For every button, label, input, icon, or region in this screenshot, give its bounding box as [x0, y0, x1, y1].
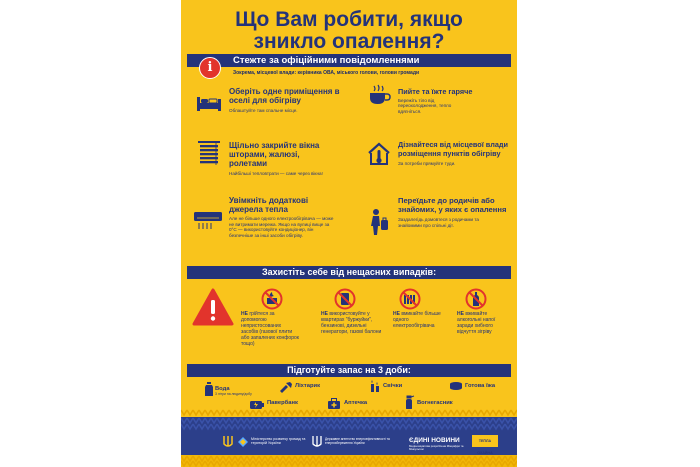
tip-4-desc: За потреби прямуйте туди.	[398, 161, 456, 166]
warning-1	[241, 312, 299, 347]
air-conditioner-icon	[193, 210, 223, 232]
tip-3-desc: Найбільші тепловтрати — саме через вікна!	[229, 171, 323, 176]
footer-news: ЄДИНІ НОВИНИ	[409, 437, 460, 444]
tip-2-title: Пийте та їжте гаряче	[398, 87, 473, 96]
no-gas-stove-icon	[261, 288, 283, 310]
info-icon: i	[199, 57, 221, 79]
official-banner: Стежте за офіційними повідомленнями	[187, 54, 511, 67]
footer-ministry: Міністерство розвитку громад та територій України	[251, 437, 306, 446]
warning-4-ne: НЕ	[457, 311, 464, 317]
supply-candles: Свічки	[383, 383, 403, 389]
protect-banner: Захистіть себе від нещасних випадків:	[187, 266, 511, 279]
no-generator-icon	[334, 288, 356, 310]
tip-4-title: Дізнайтеся від місцевої влади розміщення пунктів обігріву	[398, 140, 509, 158]
supply-water	[215, 386, 252, 396]
title-line-2: зникло опалення?	[253, 30, 445, 53]
official-subtext: Зокрема, місцевої влади: керівника ОВА, міського голови, голови громади	[233, 70, 420, 76]
tip-2	[398, 88, 508, 114]
blinds-icon	[197, 140, 221, 166]
tip-5	[229, 196, 334, 238]
tip-1	[229, 87, 344, 114]
warning-3	[393, 312, 451, 330]
tip-6	[398, 196, 508, 228]
footer-news-sub: Медіа-ініціатива розроблена Мінцифри та Мінкультом	[409, 444, 464, 452]
poster	[181, 0, 517, 467]
candles-icon	[369, 379, 381, 393]
title-line-1: Що Вам робити, якщо	[235, 8, 463, 31]
tip-2-desc: Бережіть тіло від переохолодження, тепло вдягніться.	[398, 97, 452, 114]
warning-icon	[191, 287, 235, 327]
canned-food-icon	[449, 381, 463, 391]
water-bottle-icon	[204, 382, 214, 396]
supply-ready-food: Готова їжа	[465, 383, 496, 389]
footer-logos	[181, 429, 517, 455]
footer-agency: Державне агентство енергоефективності та енергозбереження України	[325, 437, 390, 446]
tip-5-desc: Але не більше одного електрообігрівача — може не витримати мережа. Якщо на вулиці вище за 0°С — використовуйте кондиціонер, він безпечніше за інші засоби обігріву.	[229, 216, 334, 238]
trident-icon	[223, 435, 233, 449]
tip-5-title: Увімкніть додаткові джерела тепла	[229, 196, 309, 214]
warning-2-ne: НЕ	[321, 311, 328, 317]
warning-4-text: вживайте алкогольні напої заради хибного відчуття зігріву	[457, 311, 496, 335]
flashlight-icon	[279, 381, 293, 393]
tip-6-desc: Заздалегідь домовтеся з родичами та знайомими про спільні дії.	[398, 217, 479, 228]
supply-fire-extinguisher: Вогнегасник	[417, 400, 453, 406]
warning-3-ne: НЕ	[393, 311, 400, 317]
bed-icon	[195, 93, 223, 113]
supply-first-aid: Аптечка	[344, 400, 368, 406]
tip-1-desc: Облаштуйте там спальне місце.	[229, 108, 298, 113]
tip-3-title: Щільно закрийте вікна шторами, жалюзі, ролетами	[229, 141, 320, 168]
warming-point-icon	[367, 142, 391, 166]
warning-2-text: використовуйте у квартирах "буржуйки", бензинові, дизельні генератори, газові балони	[321, 311, 382, 335]
tip-4	[398, 141, 508, 167]
supply-flashlight: Ліхтарик	[295, 383, 320, 389]
supply-water-label: Вода	[215, 386, 230, 392]
hot-cup-icon	[367, 84, 391, 106]
tip-1-title: Оберіть одне приміщення в оселі для обігріву	[229, 87, 340, 105]
tip-6-title: Переїдьте до родичів або знайомих, у яких є опалення	[398, 196, 507, 214]
no-alcohol-icon	[465, 288, 487, 310]
page-title	[181, 9, 517, 53]
agency-trident-icon	[312, 435, 322, 449]
supply-water-note: 3 літри на людину/добу	[215, 392, 252, 396]
warning-4	[457, 312, 505, 336]
tip-3	[229, 141, 329, 177]
warning-1-text: грійтеся за допомогою непристосованих засобів (газової плити або запалених конфорок тощо)	[241, 311, 299, 347]
supplies-banner: Підготуйте запас на 3 доби:	[187, 364, 511, 377]
warning-3-text: вмикайте більше одного електрообігрівача	[393, 311, 441, 329]
no-multiple-heaters-icon	[399, 288, 421, 310]
traveler-icon	[365, 208, 391, 236]
footer-badge: ТЕПЛА ОХАЙНА	[472, 435, 498, 447]
ministry-logo-icon	[237, 436, 249, 448]
warning-2	[321, 312, 386, 336]
warning-1-ne: НЕ	[241, 311, 248, 317]
supply-powerbank: Павербанк	[267, 400, 298, 406]
